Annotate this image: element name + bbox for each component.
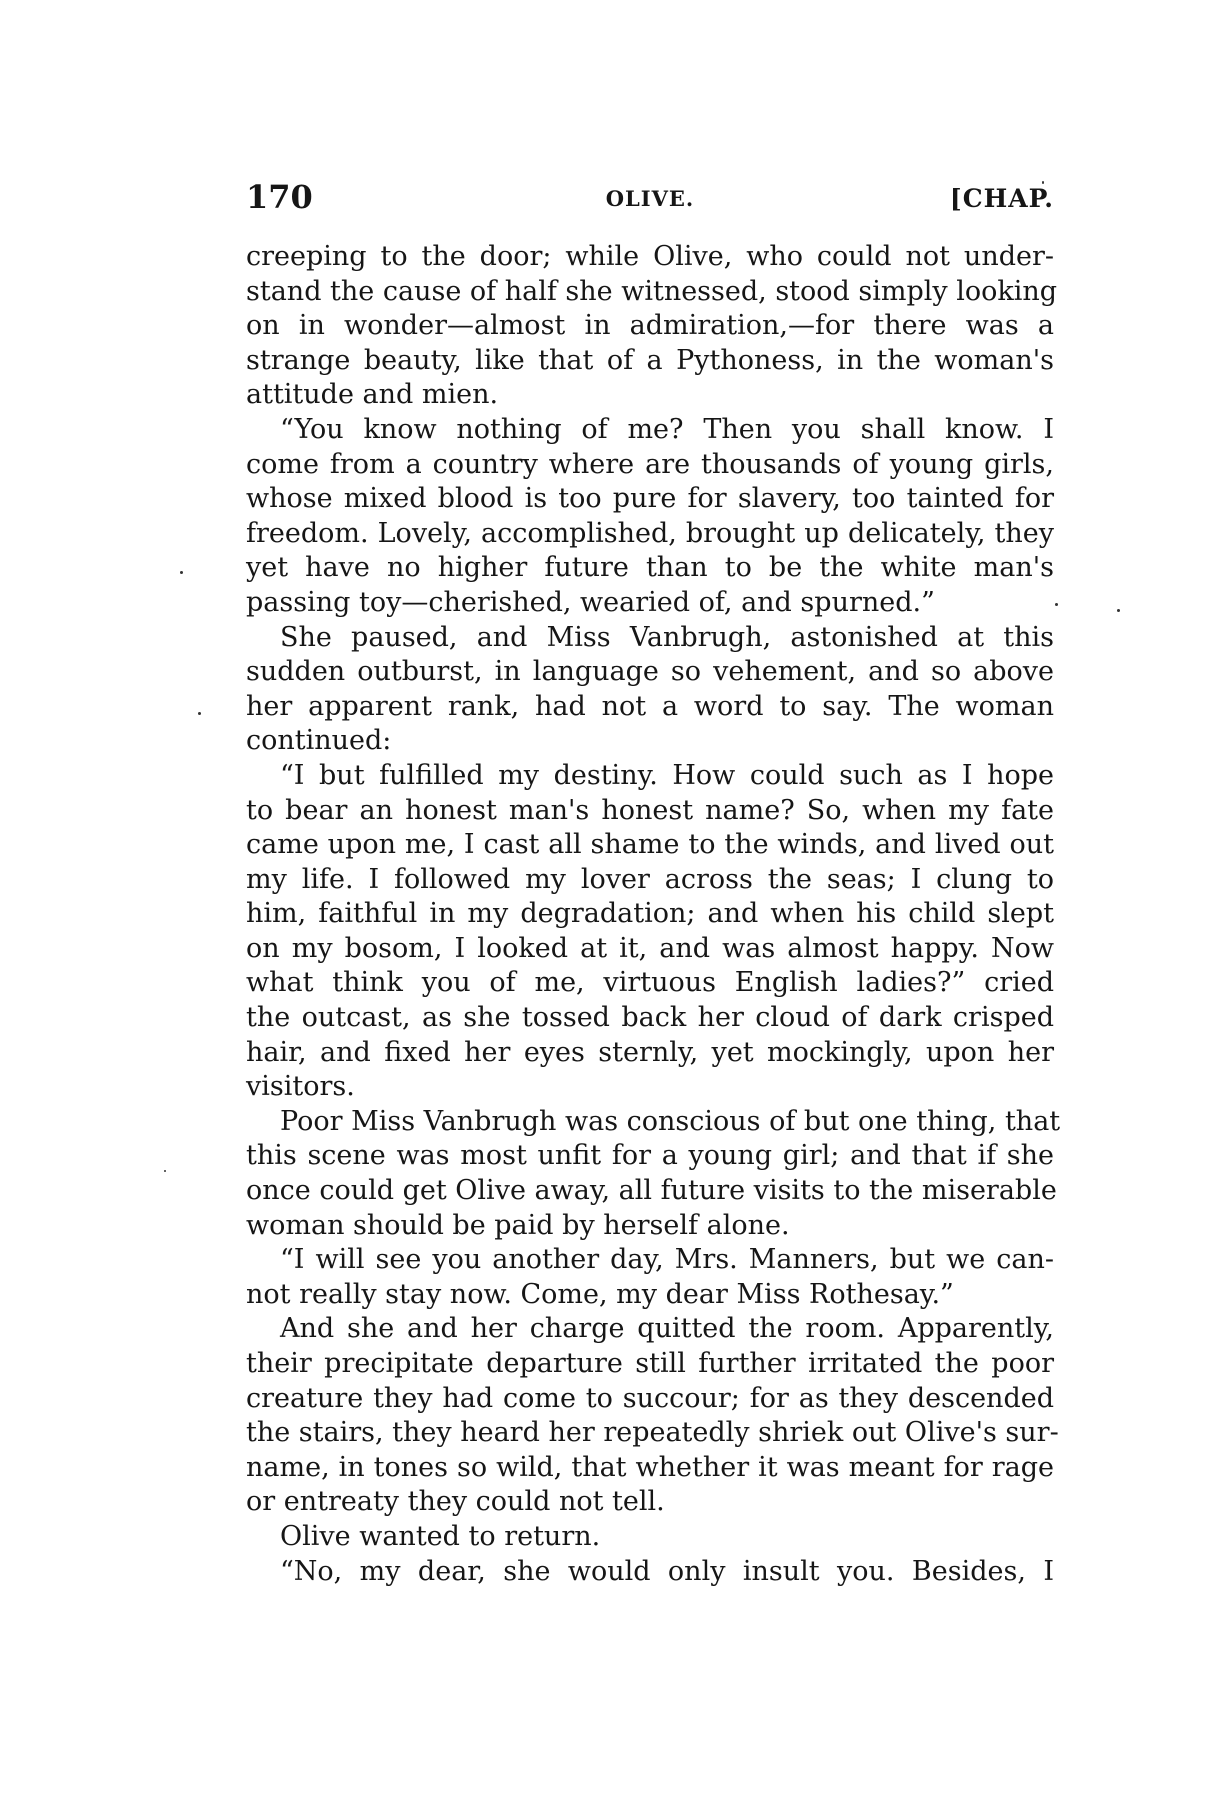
text-line: freedom. Lovely, accomplished, brought up delicately, they: [246, 517, 1054, 549]
text-line: attitude and mien.: [246, 379, 499, 411]
text-line: “I will see you another day, Mrs. Manners, but we can-: [280, 1244, 1054, 1276]
text-line: passing toy—cherished, wearied of, and spurned.”: [246, 586, 935, 618]
text-line: Olive wanted to return.: [280, 1520, 601, 1552]
text-line: not really stay now. Come, my dear Miss Rothesay.”: [246, 1278, 954, 1310]
text-line: on in wonder—almost in admiration,—for there was a: [246, 310, 1054, 342]
text-line: on my bosom, I looked at it, and was almost happy. Now: [246, 932, 1054, 964]
text-line: “I but fulfilled my destiny. How could such as I hope: [280, 759, 1054, 791]
text-line: “You know nothing of me? Then you shall know. I: [280, 413, 1054, 445]
text-line: strange beauty, like that of a Pythoness, in the woman's: [246, 344, 1054, 376]
text-line: come from a country where are thousands of young girls,: [246, 448, 1054, 480]
text-line: She paused, and Miss Vanbrugh, astonished at this: [280, 621, 1054, 653]
text-line: And she and her charge quitted the room. Apparently,: [280, 1313, 1054, 1345]
text-line: yet have no higher future than to be the white man's: [246, 552, 1054, 584]
text-line: their precipitate departure still further irritated the poor: [246, 1348, 1054, 1379]
text-line: continued:: [246, 725, 392, 757]
chapter-marker: [CHAP.: [949, 184, 1054, 213]
text-line: Poor Miss Vanbrugh was conscious of but one thing, that: [280, 1105, 1061, 1137]
text-line: name, in tones so wild, that whether it was meant for rage: [246, 1451, 1054, 1483]
text-line: “No, my dear, she would only insult you. Besides, I: [280, 1555, 1054, 1587]
text-line: to bear an honest man's honest name? So, when my fate: [246, 794, 1054, 826]
scan-speck: [180, 571, 183, 574]
text-line: the stairs, they heard her repeatedly shriek out Olive's sur-: [246, 1417, 1059, 1449]
text-line: came upon me, I cast all shame to the winds, and lived out: [246, 829, 1054, 861]
text-line: visitors.: [246, 1071, 355, 1103]
text-line: or entreaty they could not tell.: [246, 1486, 665, 1518]
body-text: [246, 240, 1061, 1589]
page-header: [246, 178, 1054, 222]
text-line: this scene was most unfit for a young girl; and that if she: [246, 1140, 1054, 1172]
text-line: woman should be paid by herself alone.: [246, 1209, 790, 1241]
text-line: stand the cause of half she witnessed, stood simply looking: [246, 275, 1058, 307]
page-number: 170: [246, 178, 313, 216]
text-line: sudden outburst, in language so vehement, and so above: [246, 656, 1054, 688]
scan-speck: [1042, 181, 1044, 184]
scan-speck: [1117, 609, 1120, 612]
text-line: hair, and fixed her eyes sternly, yet mockingly, upon her: [246, 1036, 1054, 1068]
text-line: once could get Olive away, all future visits to the miserable: [246, 1175, 1057, 1207]
text-line: creeping to the door; while Olive, who could not under-: [246, 241, 1054, 272]
scan-speck: [1055, 603, 1058, 606]
text-line: him, faithful in my degradation; and when his child slept: [246, 898, 1054, 930]
text-line: her apparent rank, had not a word to say. The woman: [246, 690, 1054, 722]
running-title: OLIVE.: [605, 186, 695, 211]
text-line: whose mixed blood is too pure for slavery, too tainted for: [246, 483, 1054, 515]
text-line: what think you of me, virtuous English ladies?” cried: [246, 967, 1054, 999]
text-line: my life. I followed my lover across the seas; I clung to: [246, 863, 1054, 895]
scan-speck: [198, 712, 201, 715]
text-line: creature they had come to succour; for as they descended: [246, 1382, 1054, 1414]
scan-speck: [164, 1170, 166, 1172]
text-line: the outcast, as she tossed back her cloud of dark crisped: [246, 1002, 1054, 1034]
